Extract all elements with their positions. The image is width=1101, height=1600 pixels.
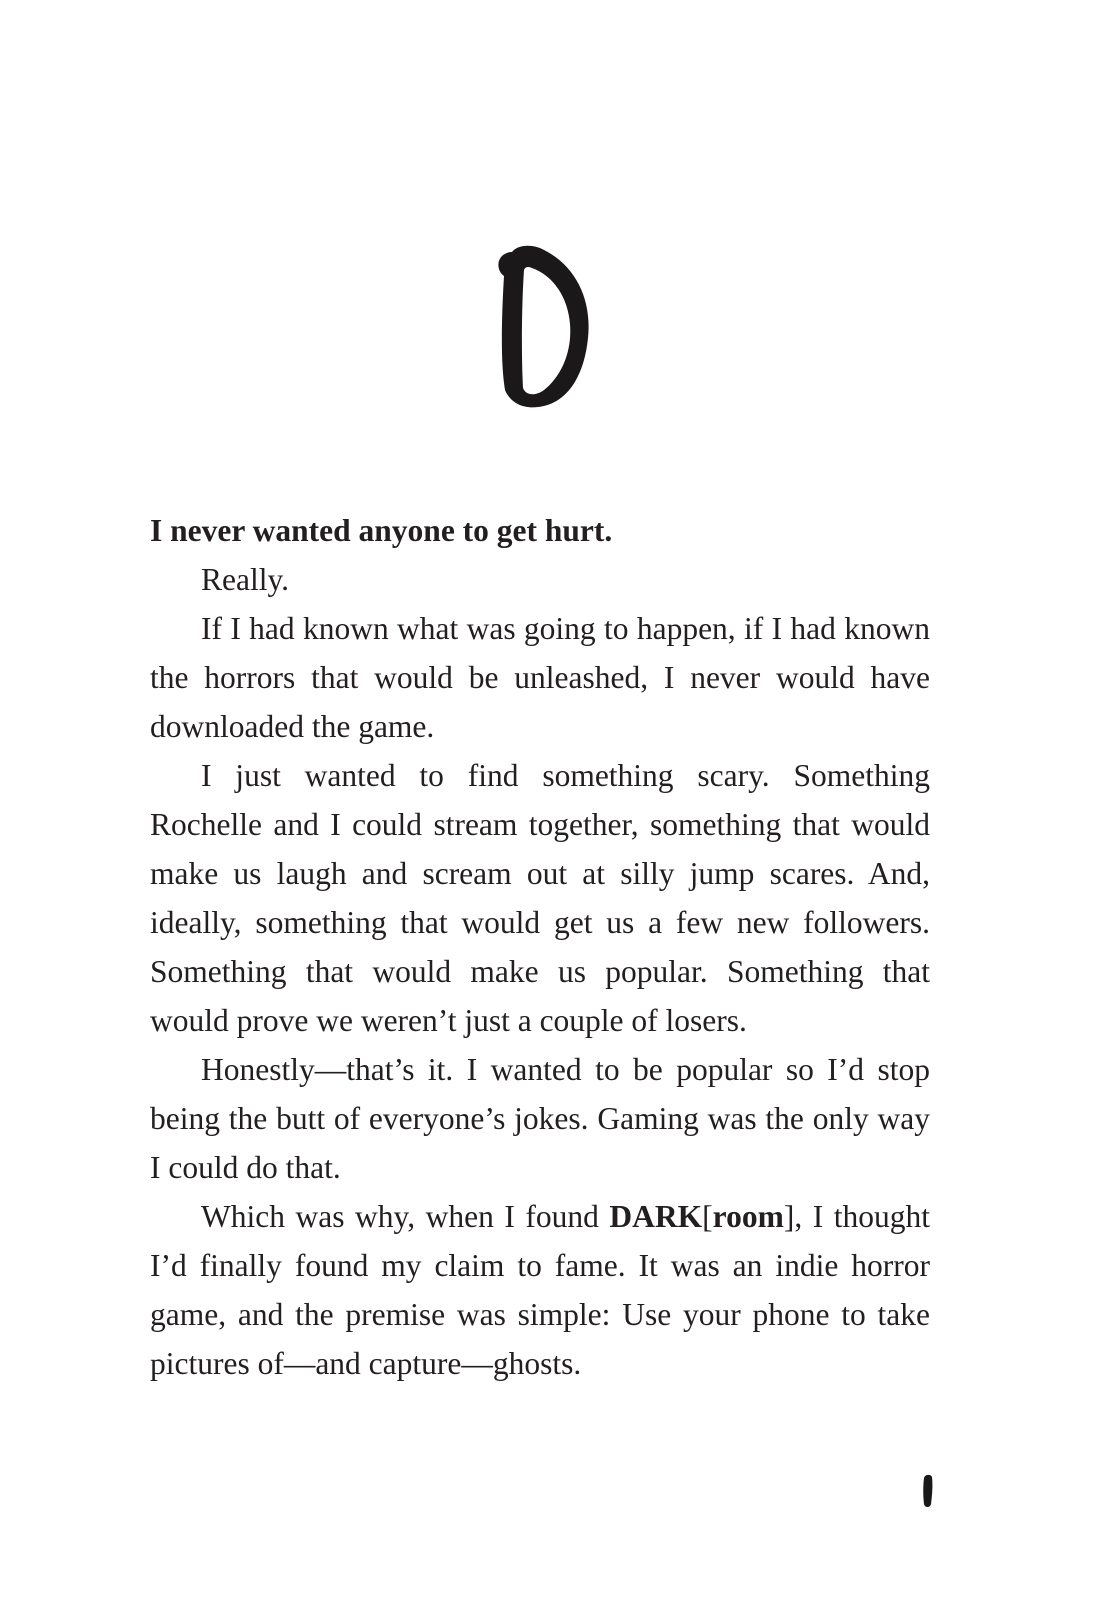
paragraph: If I had known what was going to happen, if I had known the horrors that would be unleashed, I never would have downloaded the game. [150, 611, 930, 744]
opening-line [150, 506, 930, 555]
chapter-initial-d-glyph [488, 240, 608, 415]
chapter-body [150, 506, 930, 1388]
page-number-text [918, 1510, 919, 1511]
paragraph: Honestly—that’s it. I wanted to be popular so I’d stop being the butt of everyone’s jokes. Gaming was the only way I could do that. [150, 1052, 930, 1185]
chapter-initial-d [488, 240, 608, 415]
paragraph: Really. [201, 562, 290, 597]
game-title-bracket: [ [702, 1199, 713, 1234]
game-title-bracket: ] [783, 1199, 795, 1234]
paragraph: I just wanted to find something scary. Something Rochelle and I could stream together, something that would make us laugh and scream out at silly jump scares. And, ideally, something that would get us a few new followers. Something that would make us popular. Something that would prove we weren’t just a couple of losers. [150, 758, 930, 1038]
paragraph-game-intro [150, 1192, 930, 1388]
chapter-initial-text [488, 415, 489, 416]
paragraph-text: , I thought I’d finally found my claim to fame. It was an indie horror game, and the premise was simple: Use your phone to take pictures of—and capture—ghosts. [150, 1199, 930, 1381]
page-number [918, 1470, 938, 1510]
paragraph-text: Which was why, when I found [201, 1199, 610, 1234]
game-title-dark: DARK [609, 1199, 703, 1234]
game-title-room: room [712, 1199, 784, 1234]
opening-line-text: I never wanted anyone to get hurt. [150, 513, 613, 548]
page-number-glyph [918, 1470, 938, 1510]
